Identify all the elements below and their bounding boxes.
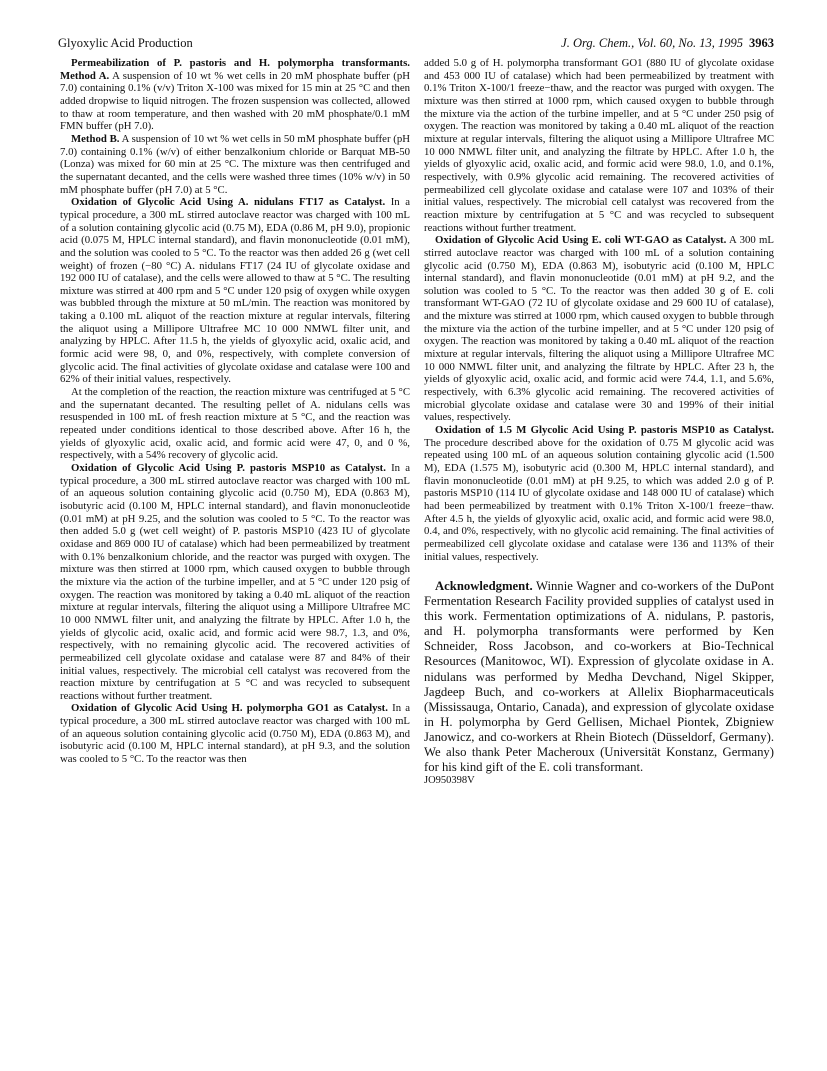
paragraph-text: A suspension of 10 wt % wet cells in 20 mM phosphate buffer (pH 7.0) containing 0.1% (v/v) Triton X-100 was mixed for 15 min at 25 °C and then added dropwise to liquid nitrogen. The frozen suspension was collected, allowed to thaw at room temperature, and then washed with 20 mM phosphate/0.1 mM FMN buffer (pH 7.0).: [60, 69, 411, 133]
journal-citation: [561, 36, 774, 51]
section-heading: Oxidation of Glycolic Acid Using H. polymorpha GO1 as Catalyst.: [71, 702, 388, 715]
acknowledgment-heading: Acknowledgment.: [435, 579, 533, 594]
section-heading: Oxidation of 1.5 M Glycolic Acid Using P. pastoris MSP10 as Catalyst.: [435, 424, 774, 437]
paragraph-recycle-a-nidulans: At the completion of the reaction, the reaction mixture was centrifuged at 5 °C and the supernatant decanted. The resulting pellet of A. nidulans cells was resuspended in 100 mL of fresh reaction mixture at 5 °C, and the reaction was repeated under conditions identical to those described above. After 16 h, the yields of glyoxylic acid, oxalic acid, and formic acid were 47, 0, and 0 %, respectively, with a 54% recovery of glycolic acid.: [60, 386, 410, 462]
paragraph-oxidation-h-polymorpha: [60, 702, 410, 765]
section-heading: Oxidation of Glycolic Acid Using A. nidulans FT17 as Catalyst.: [71, 196, 386, 209]
right-column: [424, 57, 774, 788]
paragraph-text: In a typical procedure, a 300 mL stirred autoclave reactor was charged with 100 mL of a solution containing glycolic acid (0.75 M), EDA (0.86 M, pH 9.0), propionic acid (0.075 M, HPLC internal standard), and flavin mononucleotide (0.01 mM), and the solution was cooled to 5 °C. To the reactor was then added 26 g (wet cell weight) of frozen (−80 °C) A. nidulans FT17 (24 IU of glycolate oxidase and 192 000 IU of catalase), and the cells were allowed to thaw at 5 °C. The resulting mixture was stirred at 400 rpm and 5 °C under 120 psig of oxygen while oxygen was bubbled through the mixture at 50 mL/min. The reaction was monitored by taking a 0.100 mL aliquot of the reaction mixture at regular intervals, filtering the aliquot using a Millipore Ultrafree MC 10 000 NMWL filter unit, and analyzing by HPLC. After 11.5 h, the yields of glyoxylic acid, oxalic acid, and formic acid were 98, 0, and 0%, respectively, with complete conversion of glycolic acid. The final activities of glycolate oxidase and catalase were 100 and 62% of their initial values, respectively.: [60, 196, 411, 386]
document-id: JO950398V: [424, 774, 475, 786]
page-number: 3963: [749, 36, 774, 50]
paragraph-text: In a typical procedure, a 300 mL stirred autoclave reactor was charged with 100 mL of an aqueous solution containing glycolic acid (0.750 M), EDA (0.863 M), and isobutyric acid (0.100 M, HPLC internal standard), at pH 9.3, and the solution was cooled to 5 °C. To the reactor was then: [60, 702, 410, 766]
paragraph-text: A 300 mL stirred autoclave reactor was charged with 100 mL of a solution containing glycolic acid (0.750 M), EDA (0.863 M), isobutyric acid (0.100 M, HPLC internal standard), and flavin mononucleotide (0.01 mM) at pH 9.2, and the solution was cooled to 5 °C. To the reactor was then added 30 g of E. coli transformant WT-GAO (72 IU of glycolate oxidase and 29 600 IU of catalase), and the mixture was stirred at 1000 rpm, which caused oxygen to bubble through the mixture via the action of the turbine impeller, and at 5 °C under 120 psig of oxygen. The reaction was monitored by taking a 0.40 mL aliquot of the reaction mixture at regular intervals, filtering the aliquot using a Millipore Ultrafree MC 10 000 NMWL filter unit, and analyzing the filtrate by HPLC. After 23 h, the yields of glyoxylic acid, oxalic acid, and formic acid were 74.4, 1.1, and 5.6%, respectively, with 6.3% glycolic acid remaining. The recovered activities of microbial glycolate oxidase and catalase were 30 and 199% of their initial values, respectively.: [424, 234, 774, 424]
paragraph-oxidation-a-nidulans: [60, 196, 410, 386]
left-column: [60, 57, 410, 766]
paragraph-oxidation-e-coli: [424, 234, 774, 424]
paragraph-permeabilization-method-a: [60, 57, 410, 133]
section-heading: Permeabilization of P. pastoris and H. polymorpha transformants. Method A.: [60, 57, 410, 82]
section-heading: Oxidation of Glycolic Acid Using E. coli WT-GAO as Catalyst.: [435, 234, 727, 247]
paragraph-text: The procedure described above for the oxidation of 0.75 M glycolic acid was repeated using 100 mL of an aqueous solution containing glycolic acid (1.500 M), EDA (1.575 M), isobutyric acid (0.300 M, HPLC internal standard), and flavin mononucleotide (0.01 mM) at pH 9.25, to which was added 2.0 g of P. pastoris MSP10 (114 IU of glycolate oxidase and 148 000 IU of catalase) which had been permeabilized by treatment with 0.1% Triton X-100/1 freeze−thaw. After 4.5 h, the yields of glyoxylic acid, oxalic acid, and formic acid were 98.0, 0.4, and 0%, respectively, with no glycolic acid remaining. The final activities of permeabilized cell glycolate oxidase and catalase were 136 and 113% of their initial values, respectively.: [424, 436, 774, 563]
paragraph-method-b: [60, 133, 410, 196]
paragraph-text: A suspension of 10 wt % wet cells in 50 mM phosphate buffer (pH 7.0) containing 0.1% (w/v) of either benzalkonium chloride or Barquat MB-50 (Lonza) was mixed for 60 min at 25 °C. The mixture was then centrifuged and the supernatant decanted, and the cells were washed three times (10% w/v) in 50 mM phosphate buffer (pH 7.0) at 5 °C.: [60, 132, 411, 196]
section-heading: Method B.: [71, 132, 120, 145]
paragraph-text: In a typical procedure, a 300 mL stirred autoclave reactor was charged with 100 mL of an aqueous solution containing glycolic acid (0.750 M), EDA (0.863 M), isobutyric acid (0.100 M, HPLC internal standard), and flavin mononucleotide (0.01 mM) at pH 9.25, and the solution was cooled to 5 °C. To the reactor was then added 5.0 g (wet cell weight) of P. pastoris MSP10 (423 IU of glycolate oxidase and 869 000 IU of catalase) which had been permeabilized by treatment with 0.1% benzalkonium chloride, and the reactor was purged with oxygen. The mixture was then stirred at 1000 rpm, which caused oxygen to bubble through the mixture via the action of the turbine impeller, and at 5 °C under 120 psig of oxygen. The reaction was monitored by taking a 0.40 mL aliquot of the reaction mixture at regular intervals, filtering the aliquot using a Millipore Ultrafree MC 10 000 NMWL filter unit, and analyzing the filtrate by HPLC. After 1.0 h, the yields of glycolic acid, oxalic acid, and formic acid were 98.7, 1.3, and 0%, respectively, with no remaining glycolic acid. The recovered activities of permeabilized cell glycolate oxidase and catalase were 87 and 84% of their initial values, respectively. The microbial cell catalyst was recovered from the reaction mixture by centrifugation at 5 °C and was recycled to subsequent reactions without further treatment.: [60, 462, 410, 702]
paragraph-oxidation-p-pastoris: [60, 462, 410, 702]
acknowledgment: [424, 579, 774, 775]
acknowledgment-text: Winnie Wagner and co-workers of the DuPont Fermentation Research Facility provided supplies of catalyst used in this work. Fermentation optimizations of A. nidulans, P. pastoris, and H. polymorpha transformants were performed by Ken Schneider, Ross Jacobson, and co-workers at Bio-Technical Resources (Manitowoc, WI). Expression of glycolate oxidase in A. nidulans was performed by Medha Devchand, Nigel Skipper, Jagdeep Buch, and co-workers at Allelix Biopharmaceuticals (Mississauga, Ontario, Canada), and expression of glycolate oxidase in H. polymorpha by Gerd Gellisen, Michael Piontek, Zbigniew Janowicz, and co-workers at Rhein Biotech (Düsseldorf, Germany). We also thank Peter Macheroux (Universität Konstanz, Germany) for his kind gift of the E. coli transformant.: [424, 579, 774, 774]
section-heading: Oxidation of Glycolic Acid Using P. pastoris MSP10 as Catalyst.: [71, 462, 386, 474]
journal-name: J. Org. Chem., Vol. 60, No. 13, 1995: [561, 36, 743, 50]
paragraph-continuation: added 5.0 g of H. polymorpha transformant GO1 (880 IU of glycolate oxidase and 453 000 IU of catalase) which had been permeabilized by treatment with 0.1% Triton X-100/1 freeze−thaw, and the reactor was purged with oxygen. The mixture was then stirred at 1000 rpm, which caused oxygen to bubble through the mixture via the action of the turbine impeller, and at 5 °C under 250 psig of oxygen. The reaction was monitored by taking a 0.40 mL aliquot of the reaction mixture at regular intervals, filtering the aliquot using a Millipore Ultrafree MC 10 000 NMWL filter unit, and analyzing the filtrate by HPLC. After 1.0 h, the yields of glyoxylic acid, oxalic acid, and formic acid were 98.0, 1.0, and 0.1%, respectively, with 0.9% glycolic acid remaining. The recovered activities of permeabilized cell glycolate oxidase and catalase were 107 and 103% of their initial values, respectively. The microbial cell catalyst was recovered from the reaction mixture by centrifugation at 5 °C and was recycled to subsequent reactions without further treatment.: [424, 57, 774, 234]
paragraph-oxidation-1-5m: [424, 424, 774, 563]
running-title: Glyoxylic Acid Production: [58, 36, 193, 50]
running-header: [58, 36, 774, 52]
